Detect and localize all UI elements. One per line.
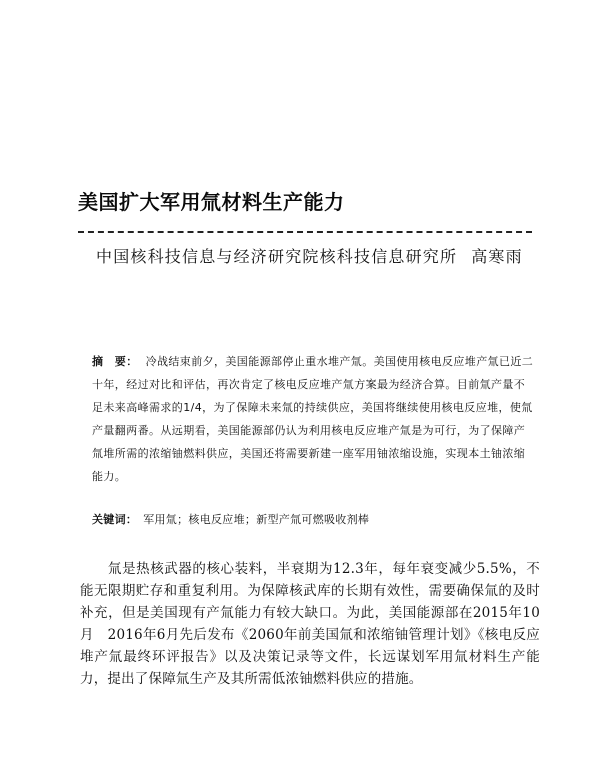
abstract-text: 冷战结束前夕，美国能源部停止重水堆产氚。美国使用核电反应堆产氚已近二十年，经过对比和评估，再次肯定了核电反应堆产氚方案最为经济合算。目前氚产量不足未来高峰需求的1/4，为了保障未来氚的持续供应，美国将继续使用核电反应堆，使氚产量翻两番。从远期看，美国能源部仍认为利用核电反应堆产氚是为可行，为了保障产氚堆所需的浓缩铀燃料供应，美国还将需要新建一座军用铀浓缩设施，实现本土铀浓缩能力。 <box>92 355 534 483</box>
article-title: 美国扩大军用氚材料生产能力 <box>78 190 345 214</box>
byline <box>96 244 523 267</box>
title-divider <box>78 231 532 233</box>
body-paragraph: 氚是热核武器的核心装料，半衰期为12.3年，每年衰变减少5.5%，不能无限期贮存和重复利用。为保障核武库的长期有效性，需要确保氚的及时补充，但是美国现有产氚能力有较大缺口。为此，美国能源部在2015年10月 2016年6月先后发布《2060年前美国氚和浓缩铀管理计划》《核电反应堆产氚最终环评报告》以及决策记录等文件，长远谋划军用氚材料生产能力，提出了保障氚生产及其所需低浓铀燃料供应的措施。 <box>80 561 540 687</box>
author-affiliation: 中国核科技信息与经济研究院核科技信息研究所 <box>96 247 458 266</box>
abstract-label: 摘 要： <box>92 355 138 368</box>
keywords-text: 军用氚；核电反应堆；新型产氚可燃吸收剂棒 <box>143 513 370 526</box>
author-name: 高寒雨 <box>471 247 523 266</box>
keywords <box>92 510 536 530</box>
abstract <box>92 350 536 488</box>
keywords-label: 关键词： <box>92 513 138 526</box>
